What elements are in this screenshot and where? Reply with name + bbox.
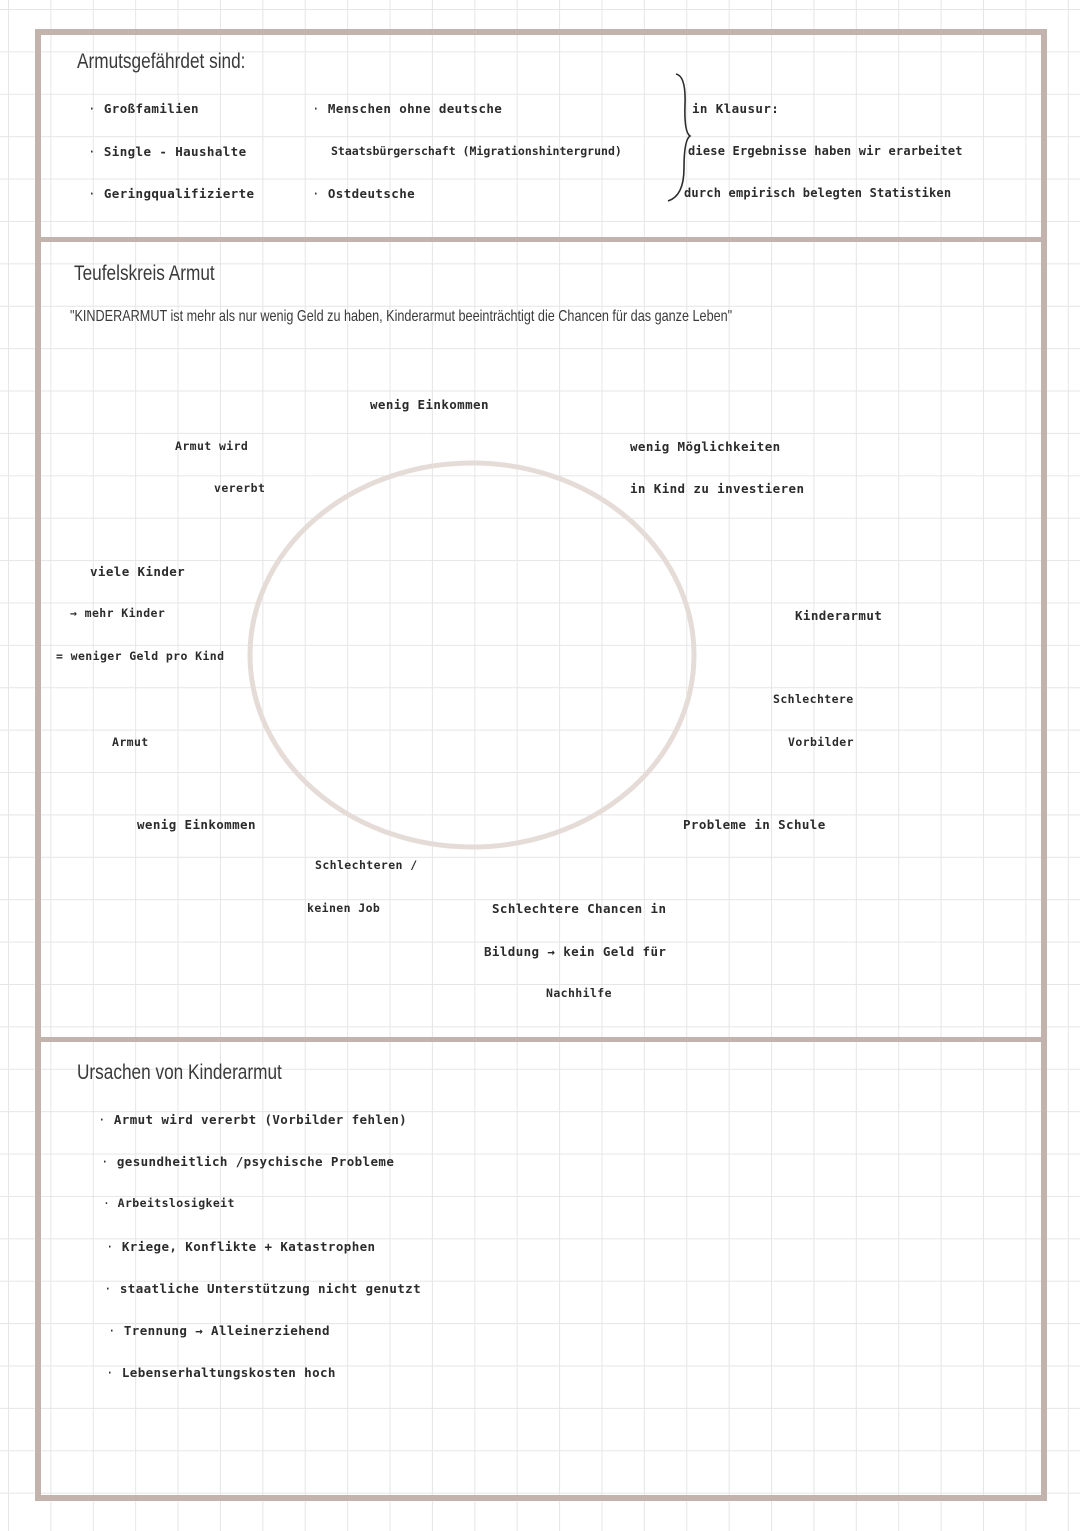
- cycle-label-right: Kinderarmut: [795, 608, 883, 623]
- cycle-label-bottom-center: keinen Job: [307, 901, 381, 915]
- cycle-label-left: Armut: [112, 735, 149, 749]
- cycle-label-left-upper: = weniger Geld pro Kind: [56, 649, 225, 663]
- cycle-label-top-left: vererbt: [214, 481, 266, 495]
- cycle-circle: [250, 463, 694, 847]
- note-line: diese Ergebnisse haben wir erarbeitet: [688, 144, 963, 158]
- cycle-label-bottom-right: Probleme in Schule: [683, 817, 826, 832]
- cycle-label-top-right: wenig Möglichkeiten: [630, 439, 781, 454]
- cycle-label-bottom: Schlechtere Chancen in: [492, 901, 667, 916]
- cycle-label-left-upper: viele Kinder: [90, 564, 186, 579]
- list-item: · Armut wird vererbt (Vorbilder fehlen): [98, 1112, 408, 1127]
- list-item: · gesundheitlich /psychische Probleme: [101, 1154, 395, 1169]
- cycle-label-top-left: Armut wird: [175, 439, 249, 453]
- list-item: · Kriege, Konflikte + Katastrophen: [106, 1239, 376, 1254]
- cycle-label-right-lower: Vorbilder: [788, 735, 854, 749]
- list-item: · Geringqualifizierte: [88, 186, 255, 201]
- list-item: · Menschen ohne deutsche: [312, 101, 503, 116]
- quote: "KINDERARMUT ist mehr als nur wenig Geld zu haben, Kinderarmut beeinträchtigt die Chancen für das ganze Leben": [70, 308, 733, 325]
- section3-title: Ursachen von Kinderarmut: [77, 1061, 282, 1084]
- list-item: · staatliche Unterstützung nicht genutzt: [104, 1281, 422, 1296]
- list-item: · Großfamilien: [88, 101, 199, 116]
- curly-brace: [668, 74, 690, 201]
- section2-title: Teufelskreis Armut: [74, 262, 215, 285]
- cycle-label-bottom: Bildung → kein Geld für: [484, 944, 667, 959]
- list-item: · Single - Haushalte: [88, 144, 247, 159]
- list-item: · Trennung → Alleinerziehend: [108, 1323, 330, 1338]
- list-item: · Lebenserhaltungskosten hoch: [106, 1365, 336, 1380]
- list-item: · Ostdeutsche: [312, 186, 416, 201]
- list-item-continuation: Staatsbürgerschaft (Migrationshintergrund): [331, 144, 622, 158]
- section1-title: Armutsgefährdet sind:: [77, 50, 246, 73]
- note-line: durch empirisch belegten Statistiken: [684, 186, 952, 200]
- cycle-label-top: wenig Einkommen: [370, 397, 489, 412]
- cycle-label-top-right: in Kind zu investieren: [630, 481, 805, 496]
- cycle-label-right-lower: Schlechtere: [773, 692, 854, 706]
- list-item: · Arbeitslosigkeit: [103, 1196, 235, 1210]
- cycle-label-bottom-left: wenig Einkommen: [137, 817, 256, 832]
- note-line: in Klausur:: [692, 101, 780, 116]
- cycle-label-left-upper: → mehr Kinder: [70, 606, 166, 620]
- cycle-label-bottom-center: Schlechteren /: [315, 858, 418, 872]
- cycle-label-bottom: Nachhilfe: [546, 986, 612, 1000]
